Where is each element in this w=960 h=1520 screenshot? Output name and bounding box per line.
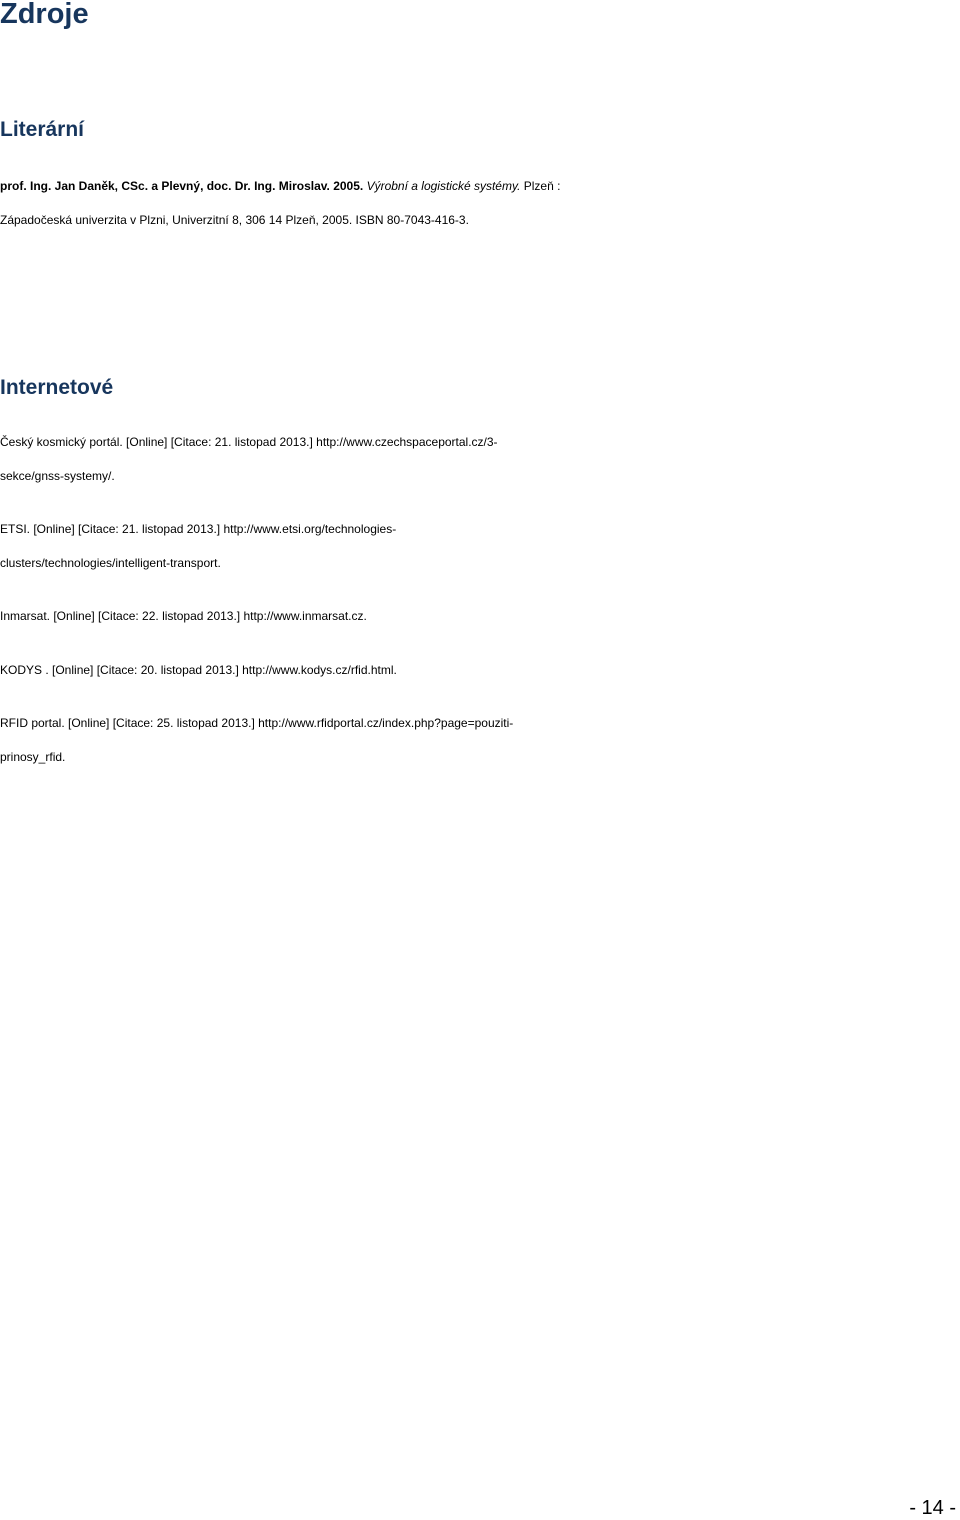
reference-book-title: Výrobní a logistické systémy. — [366, 179, 521, 193]
reference-entry-czechspaceportal — [0, 425, 958, 493]
reference-publisher-line: Západočeská univerzita v Plzni, Univerzitní 8, 306 14 Plzeň, 2005. ISBN 80-7043-416-3. — [0, 213, 469, 227]
reference-line: Inmarsat. [Online] [Citace: 22. listopad 2013.] http://www.inmarsat.cz. — [0, 609, 367, 623]
reference-publisher-place: Plzeň : — [523, 179, 561, 193]
reference-entry-rfidportal — [0, 706, 958, 774]
reference-line: KODYS . [Online] [Citace: 20. listopad 2013.] http://www.kodys.cz/rfid.html. — [0, 663, 397, 677]
section-heading-literarni: Literární — [0, 118, 85, 141]
section-heading-internetove: Internetové — [0, 376, 114, 399]
reference-line: ETSI. [Online] [Citace: 21. listopad 2013.] http://www.etsi.org/technologies- — [0, 522, 397, 536]
reference-line: clusters/technologies/intelligent-transport. — [0, 556, 221, 570]
reference-entry-kodys — [0, 653, 958, 687]
reference-line: sekce/gnss-systemy/. — [0, 469, 115, 483]
reference-entry-danek — [0, 169, 958, 237]
reference-authors: prof. Ing. Jan Daněk, CSc. a Plevný, doc. Dr. Ing. Miroslav. 2005. — [0, 179, 364, 193]
reference-line: Český kosmický portál. [Online] [Citace: 21. listopad 2013.] http://www.czechspaceportal.cz/3- — [0, 435, 498, 449]
page-number: - 14 - — [909, 1497, 956, 1519]
reference-entry-inmarsat — [0, 599, 958, 633]
reference-line: RFID portal. [Online] [Citace: 25. listopad 2013.] http://www.rfidportal.cz/index.php?page=pouziti- — [0, 716, 514, 730]
reference-line — [0, 169, 958, 203]
reference-line: prinosy_rfid. — [0, 750, 66, 764]
page-title: Zdroje — [0, 0, 89, 30]
reference-entry-etsi — [0, 512, 958, 580]
